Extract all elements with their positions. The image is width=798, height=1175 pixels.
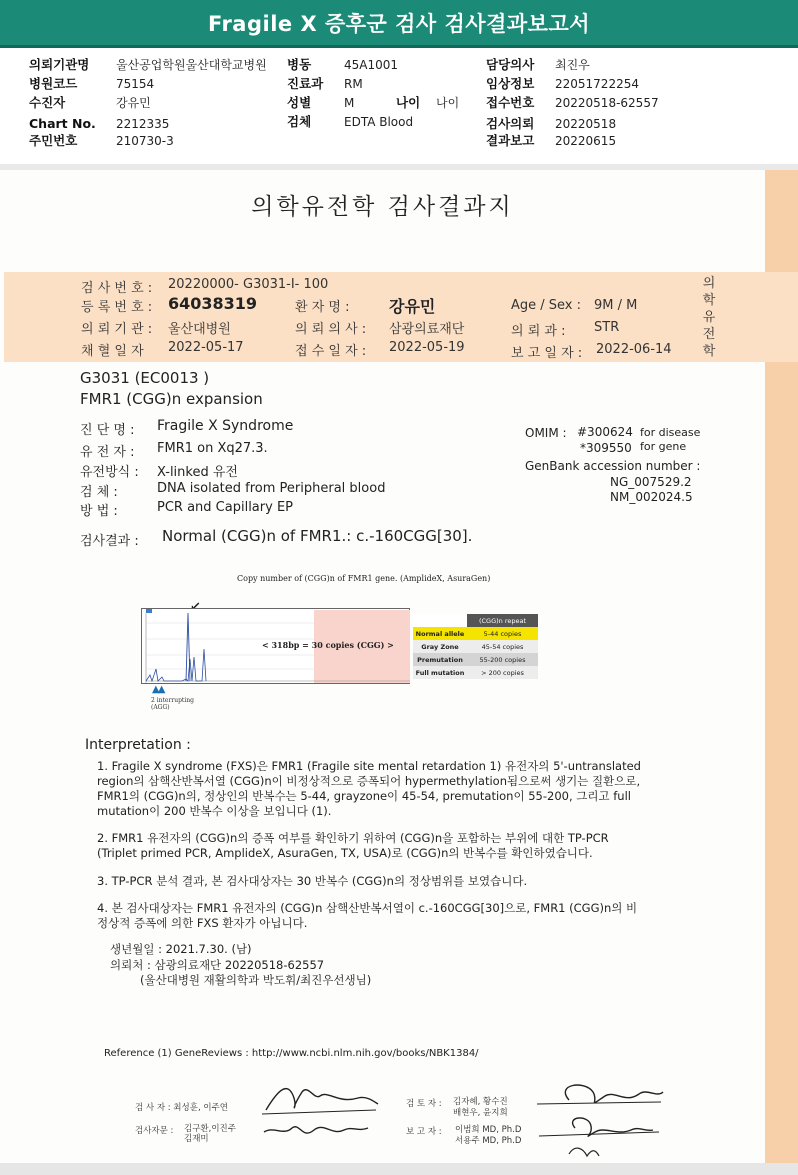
band-doctor-label: 의 뢰 의 사 : xyxy=(295,322,367,337)
detail-label-inheritance: 유전방식 : xyxy=(80,465,139,480)
reviewer-signature xyxy=(535,1070,695,1162)
interrupt-arrows-icon: ▲▲ xyxy=(152,684,164,695)
info-value-ward: 45A1001 xyxy=(344,58,399,72)
legend-row-gray xyxy=(413,640,538,653)
reporter-label: 보 고 자 : xyxy=(406,1127,442,1137)
reviewer-label: 검 토 자 : xyxy=(406,1099,442,1109)
repeat-legend-table xyxy=(413,614,538,679)
info-label-specimen: 검체 xyxy=(287,114,312,129)
legend-header: (CGG)n repeat xyxy=(478,616,527,625)
detail-value-gene: FMR1 on Xq27.3. xyxy=(157,441,268,456)
info-label-receipt-no: 접수번호 xyxy=(486,95,535,110)
legend-key: Premutation xyxy=(417,655,463,664)
advisor-names: 김구환,이진주 김재미 xyxy=(184,1124,236,1144)
omim-disease: #300624 xyxy=(577,425,633,439)
bottom-bar xyxy=(0,1163,798,1175)
genbank-nm: NM_002024.5 xyxy=(610,490,693,504)
info-value-request-date: 20220518 xyxy=(555,117,617,131)
info-label-clinical: 임상정보 xyxy=(486,76,535,91)
info-value-specimen: EDTA Blood xyxy=(344,115,414,129)
detail-label-diagnosis: 진 단 명 : xyxy=(80,423,135,438)
band-doctor: 삼광의료재단 xyxy=(389,322,465,337)
info-value-patient: 강유민 xyxy=(116,96,151,110)
info-value-doctor: 최진우 xyxy=(555,58,590,72)
info-label-dept: 진료과 xyxy=(287,76,324,91)
examiner: 검 사 자 : 최성훈, 이주연 xyxy=(135,1103,228,1113)
info-label-resident-no: 주민번호 xyxy=(29,133,78,148)
detail-value-inheritance: X-linked 유전 xyxy=(157,465,238,480)
test-name: FMR1 (CGG)n expansion xyxy=(80,390,263,408)
omim-gene-note: for gene xyxy=(640,440,687,453)
info-value-hospital-code: 75154 xyxy=(116,77,155,91)
info-value-clinical: 22051722254 xyxy=(555,77,639,91)
interpretation-paragraph-3: 3. TP-PCR 분석 결과, 본 검사대상자는 30 반복수 (CGG)n의 정상범위를 보였습니다. xyxy=(97,874,528,888)
legend-value: > 200 copies xyxy=(481,668,524,677)
band-reg-no: 64038319 xyxy=(168,294,258,313)
birth-date: 생년월일 : 2021.7.30. (남) xyxy=(110,942,252,956)
band-side xyxy=(765,272,798,362)
band-org: 울산대병원 xyxy=(168,322,231,337)
omim-disease-note: for disease xyxy=(640,426,701,439)
info-value-chart-no: 2212335 xyxy=(116,117,170,131)
chart-inner-label: < 318bp = 30 copies (CGG) > xyxy=(262,640,394,650)
test-code: G3031 (EC0013 ) xyxy=(80,369,210,387)
info-value-report-date: 20220615 xyxy=(555,134,617,148)
info-label-hospital-code: 병원코드 xyxy=(29,76,78,91)
interpretation-paragraph-2: 2. FMR1 유전자의 (CGG)n의 증폭 여부를 확인하기 위하여 (CGG)n을 포함하는 부위에 대한 TP-PCR (Triplet primed PCR, AmplideX, AsuraGen, TX, USA)로 (CGG)n의 반복수를 확인하였습니다. xyxy=(97,831,609,860)
detail-label-specimen: 검 체 : xyxy=(80,485,118,500)
band-report-label: 보 고 일 자 : xyxy=(511,346,583,361)
chart-title: Copy number of (CGG)n of FMR1 gene. (AmplideX, AsuraGen) xyxy=(237,574,491,583)
omim-label: OMIM : xyxy=(525,426,567,440)
interpretation-paragraph-4: 4. 본 검사대상자는 FMR1 유전자의 (CGG)n 삼핵산반복서열이 c.-160CGG[30]으로, FMR1 (CGG)n의 비 정상적 증폭에 의한 FXS 환자가 아닙니다. xyxy=(97,901,638,930)
band-collect-label: 채 혈 일 자 xyxy=(81,344,144,359)
advisor-label: 검사자문 : xyxy=(135,1126,174,1136)
band-collect: 2022-05-17 xyxy=(168,340,244,355)
band-reg-no-label: 등 록 번 호 : xyxy=(81,300,153,315)
doc-title: 의학유전학 검사결과지 xyxy=(251,194,514,220)
scanned-report xyxy=(0,170,798,1163)
info-value-sex: M xyxy=(344,96,355,110)
report-title-bar xyxy=(0,0,798,48)
detail-label-method: 방 법 : xyxy=(80,504,118,519)
detail-value-specimen: DNA isolated from Peripheral blood xyxy=(157,481,386,496)
legend-row-premutation xyxy=(413,653,538,666)
band-patient-label: 환 자 명 : xyxy=(295,300,350,315)
legend-key: Full mutation xyxy=(415,668,465,677)
legend-row-normal xyxy=(413,627,538,640)
genbank-ng: NG_007529.2 xyxy=(610,475,692,489)
capillary-ep-chart xyxy=(141,608,410,684)
band-exam-no: 20220000- G3031-I- 100 xyxy=(168,277,329,292)
legend-value: 5-44 copies xyxy=(483,629,522,638)
band-receive-label: 접 수 일 자 : xyxy=(295,344,367,359)
reporter-names: 이범희 MD, Ph.D 서용주 MD, Ph.D xyxy=(455,1125,522,1146)
legend-value: 45-54 copies xyxy=(481,642,524,651)
requester-detail: (울산대병원 재활의학과 박도휘/최진우선생님) xyxy=(140,973,372,987)
info-label-doctor: 담당의사 xyxy=(486,57,535,72)
band-dept-label: 의 뢰 과 : xyxy=(511,324,566,339)
info-label-org: 의뢰기관명 xyxy=(29,57,90,72)
info-label-chart-no: Chart No. xyxy=(29,116,96,131)
band-exam-no-label: 검 사 번 호 : xyxy=(81,281,153,296)
band-vertical-label: 의 학 유 전 학 xyxy=(702,276,716,359)
reviewer-names: 김자혜, 황수진 배현우, 윤지희 xyxy=(453,1097,508,1118)
detail-value-diagnosis: Fragile X Syndrome xyxy=(157,418,294,434)
band-org-label: 의 뢰 기 관 : xyxy=(81,322,153,337)
info-label-report-date: 결과보고 xyxy=(486,133,535,148)
band-patient: 강유민 xyxy=(389,297,436,316)
detail-label-gene: 유 전 자 : xyxy=(80,445,135,460)
band-receive: 2022-05-19 xyxy=(389,340,465,355)
genbank-label: GenBank accession number : xyxy=(525,459,701,473)
requester: 의뢰처 : 삼광의료재단 20220518-62557 xyxy=(110,958,325,972)
band-dept: STR xyxy=(594,320,620,335)
info-value-dept: RM xyxy=(344,77,363,91)
patient-band xyxy=(4,272,765,362)
legend-row-full xyxy=(413,666,538,679)
band-report: 2022-06-14 xyxy=(596,342,672,357)
info-value-age: 나이 xyxy=(436,96,460,110)
info-label-patient: 수진자 xyxy=(29,95,66,110)
info-value-org: 울산공업학원울산대학교병원 xyxy=(116,58,267,72)
examiner-signature xyxy=(258,1070,388,1150)
patient-info-panel xyxy=(0,48,798,166)
chart-interrupt-note: 2 interrupting (AGG) xyxy=(151,697,194,711)
reference: Reference (1) GeneReviews : http://www.ncbi.nlm.nih.gov/books/NBK1384/ xyxy=(104,1048,479,1059)
legend-value: 55-200 copies xyxy=(479,655,526,664)
info-label-sex: 성별 xyxy=(287,95,312,110)
result-label: 검사결과 : xyxy=(80,534,139,549)
detail-value-method: PCR and Capillary EP xyxy=(157,500,293,515)
info-label-age: 나이 xyxy=(396,95,421,110)
legend-key: Gray Zone xyxy=(421,642,459,651)
result-value: Normal (CGG)n of FMR1.: c.-160CGG[30]. xyxy=(162,527,473,545)
legend-key: Normal allele xyxy=(415,629,465,638)
info-label-request-date: 검사의뢰 xyxy=(486,116,535,131)
interpretation-paragraph-1: 1. Fragile X syndrome (FXS)은 FMR1 (Fragile site mental retardation 1) 유전자의 5'-untranslated region의 삼핵산반복서열 (CGG)n이 비정상적으로 증폭되어 hypermethylation됨으로써 생기는 질환으로, FMR1의 (CGG)n의, 정상인의 반복수는 5-44, grayzone이 45-54, premutation이 55-200, 그리고 full mutation이 200 반복수 이상을 보입니다 (1). xyxy=(97,759,641,818)
report-title: Fragile X 증후군 검사 검사결과보고서 xyxy=(207,11,591,36)
band-age-sex: 9M / M xyxy=(594,298,638,313)
omim-gene: *309550 xyxy=(580,441,632,455)
info-value-receipt-no: 20220518-62557 xyxy=(555,96,659,110)
band-age-sex-label: Age / Sex : xyxy=(511,298,582,313)
interpretation-title: Interpretation : xyxy=(85,737,191,753)
info-value-resident-no: 210730-3 xyxy=(116,134,174,148)
info-label-ward: 병동 xyxy=(287,57,312,72)
